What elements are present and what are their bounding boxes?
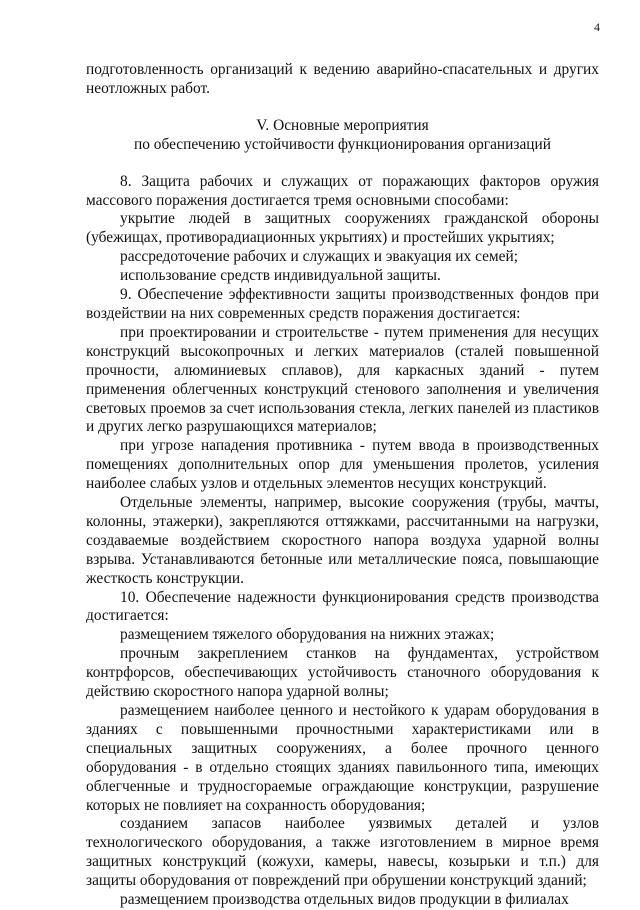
paragraph: размещением производства отдельных видов продукции в филиалах xyxy=(120,891,569,909)
paragraph: укрытие людей в защитных сооружениях гражданской обороны (убежищах, противорадиационных укрытиях) и простейших укрытиях; xyxy=(86,210,599,247)
paragraph: 9. Обеспечение эффективности защиты производственных фондов при воздействии на них современных средств поражения достигается: xyxy=(86,286,599,322)
paragraph: подготовленность организаций к ведению аварийно-спасательных и других неотложных работ. xyxy=(86,61,599,97)
paragraph: размещением наиболее ценного и нестойкого к ударам оборудования в зданиях с повышенными прочностными характеристиками или в специальных защитных сооружениях, а более прочного ценного оборудования - в отдельно стоящих зданиях павильонного типа, имеющих облегченные и трудносгораемые ограждающие конструкции, разрушение которых не повлияет на сохранность оборудования; xyxy=(86,702,599,814)
paragraph: при проектировании и строительстве - путем применения для несущих конструкций высокопрочных и легких материалов (сталей повышенной прочности, алюминиевых сплавов), для каркасных зданий - путем применения облегченных конструкций стенового заполнения и увеличения световых проемов за счет использования стекла, легких панелей из пластиков и других легко разрушающихся материалов; xyxy=(86,323,599,436)
paragraph: Отдельные элементы, например, высокие сооружения (трубы, мачты, колонны, этажерки), закрепляются оттяжками, рассчитанными на нагрузки, создаваемые воздействием скоростного напора воздуха ударной волны взрыва. Устанавливаются бетонные или металлические пояса, повышающие жесткость конструкции. xyxy=(86,494,599,587)
page-number: 4 xyxy=(594,20,600,34)
paragraph: 8. Защита рабочих и служащих от поражающих факторов оружия массового поражения достигается тремя основными способами: xyxy=(86,172,599,209)
paragraph: размещением тяжелого оборудования на нижних этажах; xyxy=(120,626,495,644)
document-body xyxy=(86,61,599,910)
section-heading: V. Основные мероприятия xyxy=(256,116,429,134)
paragraph: использование средств индивидуальной защиты. xyxy=(120,267,441,285)
paragraph: прочным закреплением станков на фундаментах, устройством контрфорсов, обеспечивающих устойчивость станочного оборудования к действию скоростного напора ударной волны; xyxy=(86,645,599,701)
paragraph: рассредоточение рабочих и служащих и эвакуация их семей; xyxy=(120,248,519,266)
paragraph: 10. Обеспечение надежности функционирования средств производства достигается: xyxy=(86,588,599,625)
section-subheading: по обеспечению устойчивости функционирования организаций xyxy=(133,135,551,153)
paragraph: созданием запасов наиболее уязвимых деталей и узлов технологического оборудования, а также изготовлением в мирное время защитных конструкций (кожухи, камеры, навесы, козырьки и т.п.) для защиты оборудования от повреждений при обрушении конструкций зданий; xyxy=(86,815,599,890)
paragraph: при угрозе нападения противника - путем ввода в производственных помещениях дополнительных опор для уменьшения пролетов, усиления наиболее слабых узлов и отдельных элементов несущих конструкций. xyxy=(86,437,599,493)
